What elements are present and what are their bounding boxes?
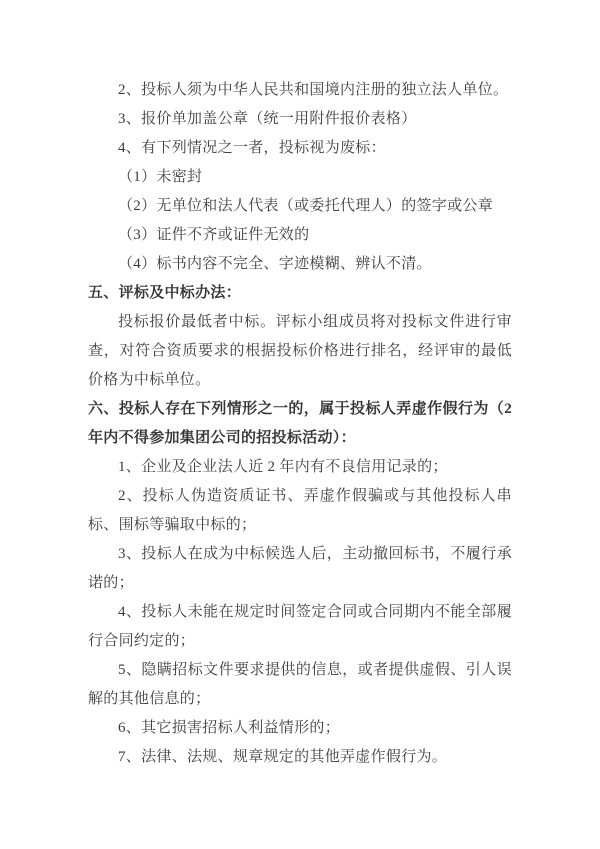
paragraph: 投标报价最低者中标。评标小组成员将对投标文件进行审查，对符合资质要求的根据投标价格进行排名，经评审的最低价格为中标单位。 bbox=[88, 314, 512, 388]
paragraph: 4、投标人未能在规定时间签定合同或合同期内不能全部履行合同约定的； bbox=[88, 604, 512, 649]
paragraph: 6、其它损害招标人利益情形的； bbox=[118, 720, 341, 736]
paragraph: 2、投标人伪造资质证书、弄虚作假骗或与其他投标人串标、围标等骗取中标的； bbox=[88, 488, 512, 533]
paragraph: （2）无单位和法人代表（或委托代理人）的签字或公章 bbox=[118, 198, 494, 214]
paragraph: 1、企业及企业法人近 2 年内有不良信用记录的； bbox=[118, 459, 448, 475]
paragraph: 5、隐瞒招标文件要求提供的信息，或者提供虚假、引人误解的其他信息的； bbox=[88, 662, 512, 707]
paragraph: （1）未密封 bbox=[118, 169, 203, 185]
paragraph: （4）标书内容不完全、字迹模糊、辨认不清。 bbox=[118, 256, 432, 272]
paragraph: 3、投标人在成为中标候选人后，主动撤回标书，不履行承诺的； bbox=[88, 546, 512, 591]
paragraph: 4、有下列情况之一者，投标视为废标： bbox=[118, 140, 386, 156]
document-content bbox=[88, 76, 512, 772]
paragraph: 3、报价单加盖公章（统一用附件报价表格） bbox=[118, 111, 417, 127]
paragraph: 六、投标人存在下列情形之一的，属于投标人弄虚作假行为（2年内不得参加集团公司的招投标活动）： bbox=[88, 401, 512, 446]
paragraph: 2、投标人须为中华人民共和国境内注册的独立法人单位。 bbox=[118, 82, 509, 98]
paragraph: 7、法律、法规、规章规定的其他弄虚作假行为。 bbox=[118, 749, 448, 765]
paragraph: （3）证件不齐或证件无效的 bbox=[118, 227, 310, 243]
paragraph: 五、评标及中标办法： bbox=[88, 285, 242, 301]
